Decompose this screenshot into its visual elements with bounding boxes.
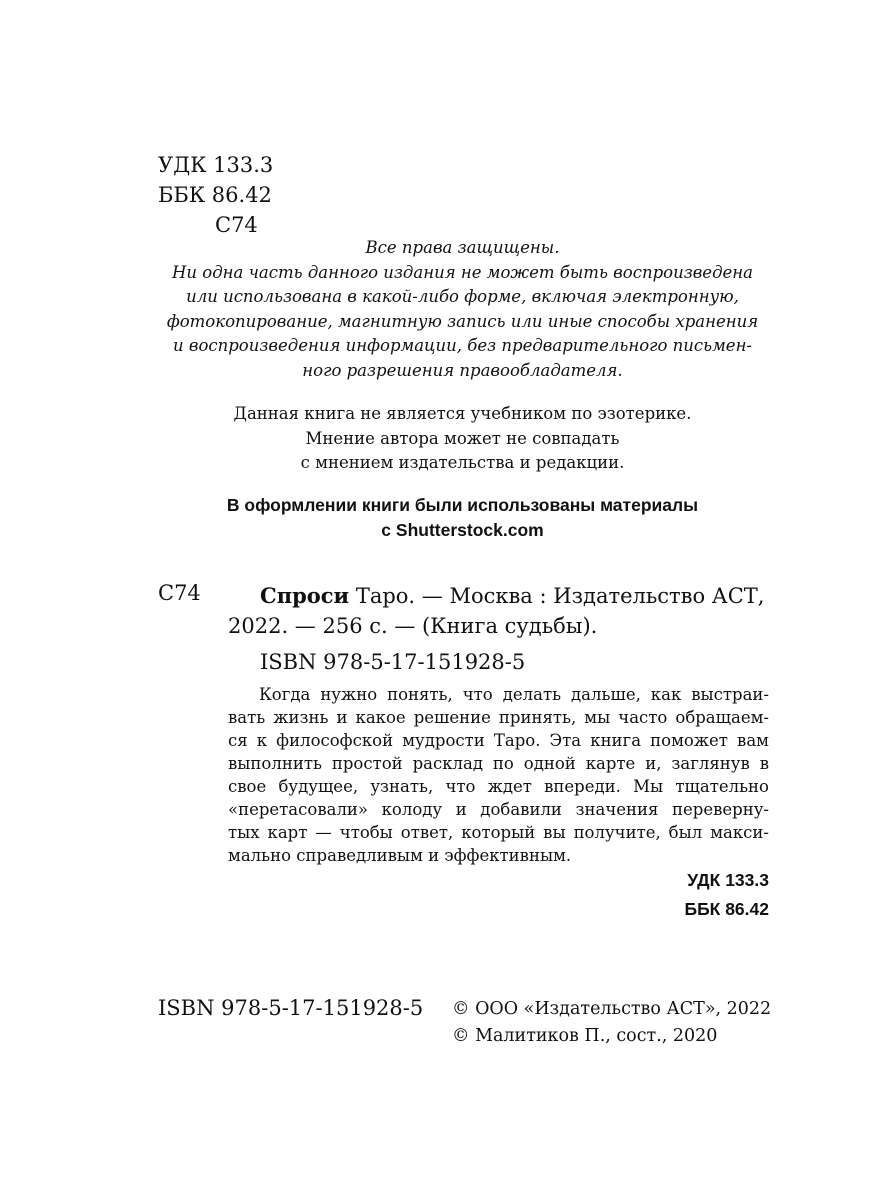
rights-line: или использована в какой-либо форме, включая электронную, <box>186 287 739 306</box>
disclaimer-line: Данная книга не является учебником по эзотерике. <box>233 404 692 423</box>
footer-isbn: ISBN 978-5-17-151928-5 <box>158 996 424 1020</box>
record-title-bold: Спроси <box>260 583 350 608</box>
bbk-code-bottom: ББК 86.42 <box>684 899 769 919</box>
annotation-line: вать жизнь и какое решение принять, мы часто обращаем- <box>228 708 769 727</box>
copyright-block <box>452 996 771 1050</box>
classification-bottom <box>685 866 770 924</box>
rights-line: Все права защищены. <box>365 238 560 257</box>
annotation-line: Когда нужно понять, что делать дальше, как выстраи- <box>259 685 769 704</box>
udk-code: УДК 133.3 <box>158 153 274 177</box>
disclaimer-line: Мнение автора может не совпадать <box>305 428 620 448</box>
disclaimer <box>130 402 795 476</box>
materials-line: В оформлении книги были использованы материалы <box>226 495 699 515</box>
copyright-author: © Малитиков П., сост., 2020 <box>452 1026 718 1046</box>
annotation-line: тых карт — чтобы ответ, который вы получите, был макси- <box>228 823 769 842</box>
rights-notice <box>130 236 795 383</box>
disclaimer-line: с мнением издательства и редакции. <box>300 453 625 472</box>
materials-line: с Shutterstock.com <box>381 520 544 540</box>
record-title-line <box>260 581 764 611</box>
annotation-line: мально справедливым и эффективным. <box>228 846 572 865</box>
annotation <box>228 683 769 867</box>
record-isbn: ISBN 978-5-17-151928-5 <box>260 650 526 674</box>
annotation-line: ся к философской мудрости Таро. Эта книга поможет вам <box>228 731 769 750</box>
rights-line: и воспроизведения информации, без предварительного письмен- <box>172 336 753 355</box>
annotation-line: свое будущее, узнать, что ждет впереди. Мы тщательно <box>228 777 769 796</box>
annotation-line: выполнить простой расклад по одной карте и, заглянув в <box>228 754 769 773</box>
rights-line: Ни одна часть данного издания не может быть воспроизведена <box>172 262 753 282</box>
record-publication-line: 2022. — 256 с. — (Книга судьбы). <box>228 614 598 638</box>
rights-line: ного разрешения правообладателя. <box>302 360 623 380</box>
record-title-rest: Таро. — Москва : Издательство АСТ, <box>349 584 765 608</box>
record-author-mark: С74 <box>158 581 201 605</box>
udk-code-bottom: УДК 133.3 <box>687 870 769 890</box>
rights-line: фотокопирование, магнитную запись или иные способы хранения <box>166 311 759 331</box>
annotation-line: «перетасовали» колоду и добавили значения переверну- <box>228 800 769 819</box>
bbk-code: ББК 86.42 <box>158 183 272 207</box>
copyright-publisher: © ООО «Издательство АСТ», 2022 <box>452 999 772 1019</box>
materials-note <box>130 493 795 543</box>
author-mark: С74 <box>215 213 258 237</box>
